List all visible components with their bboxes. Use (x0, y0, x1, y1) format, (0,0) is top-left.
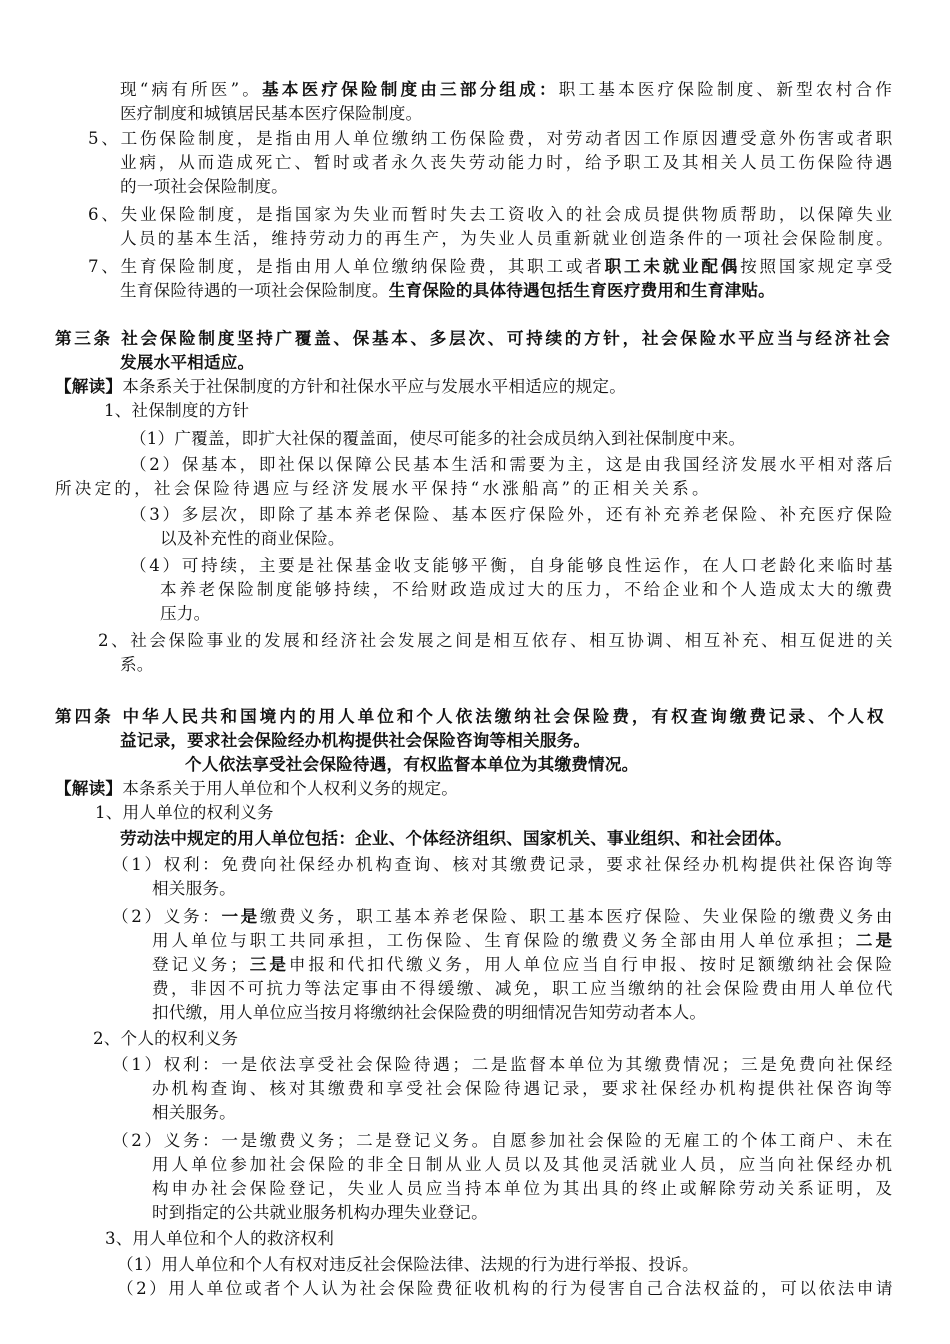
text-span: 相关服务。 (152, 879, 236, 898)
text-line (104, 399, 249, 423)
bold-text: 职工未就业配偶 (604, 257, 741, 276)
text-span: 人员的基本生活，维持劳动力的再生产，为失业人员重新就业创造条件的一项社会保险制度。 (120, 229, 895, 248)
text-span: 以及补充性的商业保险。 (160, 529, 345, 548)
text-line (120, 227, 895, 251)
bold-text: 一是 (221, 907, 260, 926)
text-span: 3、用人单位和个人的救济权利 (105, 1229, 335, 1248)
text-span: 1、用人单位的权利义务 (95, 803, 274, 822)
text-line (185, 753, 638, 777)
text-line (88, 255, 895, 279)
text-span: 2、个人的权利义务 (93, 1029, 239, 1048)
text-line (130, 554, 895, 578)
text-span: 的一项社会保险制度。 (120, 177, 288, 196)
text-span: 现“病有所医”。 (120, 80, 263, 99)
text-line (160, 578, 895, 602)
text-span: 业病，从而造成死亡、暂时或者永久丧失劳动能力时，给予职工及其相关人员工伤保险待遇 (120, 153, 895, 172)
bold-text: 三是 (249, 955, 289, 974)
text-span: 所决定的，社会保险待遇应与经济发展水平保持“水涨船高”的正相关关系。 (55, 479, 712, 498)
text-line (112, 905, 895, 929)
bold-text: 劳动法中规定的用人单位包括：企业、个体经济组织、国家机关、事业组织、和社会团体。 (120, 829, 792, 848)
text-line (95, 801, 274, 825)
text-line (152, 929, 895, 953)
text-span: 办机构查询、核对其缴费和享受社会保险待遇记录，要求社保经办机构提供社保咨询等 (152, 1079, 895, 1098)
text-span: 压力。 (160, 604, 211, 623)
text-line (55, 327, 893, 351)
text-line (120, 151, 895, 175)
text-line (55, 705, 887, 729)
text-span: 时到指定的公共就业服务机构办理失业登记。 (152, 1203, 488, 1222)
text-span: （2）保基本，即社保以保障公民基本生活和需要为主，这是由我国经济发展水平相对落后 (130, 455, 895, 474)
text-span: 7、生育保险制度，是指由用人单位缴纳保险费，其职工或者 (88, 257, 605, 276)
text-span: 用人单位与职工共同承担，工伤保险、生育保险的缴费义务全部由用人单位承担； (152, 931, 856, 950)
text-line (152, 877, 236, 901)
text-line (112, 1129, 895, 1153)
bold-text: 发展水平相适应。 (120, 353, 255, 372)
text-span: 本养老保险制度能够持续，不给财政造成过大的压力，不给企业和个人造成太大的缴费 (160, 580, 895, 599)
text-span: （1）用人单位和个人有权对违反社会保险法律、法规的行为进行举报、投诉。 (117, 1255, 699, 1274)
text-line (152, 1177, 895, 1201)
text-line (93, 1027, 238, 1051)
text-span: 登记义务； (152, 955, 250, 974)
text-line (160, 527, 345, 551)
text-line (130, 453, 895, 477)
text-span: 2、社会保险事业的发展和经济社会发展之间是相互依存、相互协调、相互补充、相互促进的关 (98, 631, 895, 650)
bold-text: 基本医疗保险制度由三部分组成： (262, 80, 559, 99)
text-line (152, 977, 895, 1001)
bold-text: 【解读】 (55, 779, 123, 798)
text-line (160, 602, 210, 626)
text-span: （2）义务：一是缴费义务；二是登记义务。自愿参加社会保险的无雇工的个体工商户、未在 (112, 1131, 895, 1150)
text-line (117, 1253, 699, 1277)
text-span: 缴费义务，职工基本养老保险、职工基本医疗保险、失业保险的缴费义务由 (259, 907, 895, 926)
text-line (88, 203, 895, 227)
bold-text: 生育保险的具体待遇包括生育医疗费用和生育津贴。 (388, 281, 775, 300)
bold-text: 【解读】 (55, 377, 123, 396)
text-line (112, 1053, 895, 1077)
text-line (120, 78, 895, 102)
text-line (88, 127, 895, 151)
text-span: （2）用人单位或者个人认为社会保险费征收机构的行为侵害自己合法权益的，可以依法申请 (117, 1279, 895, 1298)
text-line (130, 427, 745, 451)
text-line (55, 777, 458, 801)
text-line (120, 351, 254, 375)
text-span: 申报和代扣代缴义务，用人单位应当自行申报、按时足额缴纳社会保险 (288, 955, 895, 974)
text-span: （4）可持续，主要是社保基金收支能够平衡，自身能够良性运作，在人口老龄化来临时基 (130, 556, 895, 575)
text-span: （1）权利：一是依法享受社会保险待遇；二是监督本单位为其缴费情况；三是免费向社保经 (112, 1055, 895, 1074)
text-span: 相关服务。 (152, 1103, 236, 1122)
text-span: 职工基本医疗保险制度、新型农村合作 (558, 80, 895, 99)
text-span: （2）义务： (112, 907, 222, 926)
text-line (120, 729, 590, 753)
text-span: （3）多层次，即除了基本养老保险、基本医疗保险外，还有补充养老保险、补充医疗保险 (130, 505, 895, 524)
bold-text: 个人依法享受社会保险待遇，有权监督本单位为其缴费情况。 (185, 755, 639, 774)
text-line (120, 653, 154, 677)
text-span: 用人单位参加社会保险的非全日制从业人员以及其他灵活就业人员，应当向社保经办机 (152, 1155, 895, 1174)
text-line (120, 175, 288, 199)
bold-text: 二是 (855, 931, 895, 950)
text-span: （1）广覆盖，即扩大社保的覆盖面，使尽可能多的社会成员纳入到社保制度中来。 (130, 429, 746, 448)
text-line (152, 1101, 236, 1125)
text-span: 5、工伤保险制度，是指由用人单位缴纳工伤保险费，对劳动者因工作原因遭受意外伤害或者职 (88, 129, 895, 148)
text-line (152, 1201, 488, 1225)
text-span: 本条系关于社保制度的方针和社保水平应与发展水平相适应的规定。 (122, 377, 626, 396)
text-span: （1）权利：免费向社保经办机构查询、核对其缴费记录，要求社保经办机构提供社保咨询等 (112, 855, 895, 874)
text-line (55, 375, 626, 399)
text-span: 扣代缴，用人单位应当按月将缴纳社会保险费的明细情况告知劳动者本人。 (152, 1003, 707, 1022)
text-span: 按照国家规定享受 (740, 257, 895, 276)
text-span: 1、社保制度的方针 (104, 401, 250, 420)
bold-text: 第四条 中华人民共和国境内的用人单位和个人依法缴纳社会保险费，有权查询缴费记录、个人权 (55, 707, 887, 726)
text-line (105, 1227, 334, 1251)
text-line (152, 953, 895, 977)
text-line (120, 279, 775, 303)
text-line (152, 1077, 895, 1101)
text-line (152, 1153, 895, 1177)
bold-text: 第三条 社会保险制度坚持广覆盖、保基本、多层次、可持续的方针，社会保险水平应当与经济社会 (55, 329, 893, 348)
text-line (120, 102, 422, 126)
text-line (55, 477, 712, 501)
text-span: 费，非因不可抗力等法定事由不得缓缴、减免，职工应当缴纳的社会保险费由用人单位代 (152, 979, 895, 998)
text-span: 6、失业保险制度，是指国家为失业而暂时失去工资收入的社会成员提供物质帮助，以保障失业 (88, 205, 895, 224)
text-line (120, 827, 792, 851)
text-line (152, 1001, 706, 1025)
text-line (112, 853, 895, 877)
bold-text: 益记录，要求社会保险经办机构提供社会保险咨询等相关服务。 (120, 731, 591, 750)
text-span: 医疗制度和城镇居民基本医疗保险制度。 (120, 104, 423, 123)
text-line (98, 629, 895, 653)
text-span: 生育保险待遇的一项社会保险制度。 (120, 281, 389, 300)
text-span: 构申办社会保险登记，失业人员应当持本单位为其出具的终止或解除劳动关系证明，及 (152, 1179, 895, 1198)
text-span: 本条系关于用人单位和个人权利义务的规定。 (122, 779, 459, 798)
text-span: 系。 (120, 655, 154, 674)
text-line (117, 1277, 895, 1301)
text-line (130, 503, 895, 527)
